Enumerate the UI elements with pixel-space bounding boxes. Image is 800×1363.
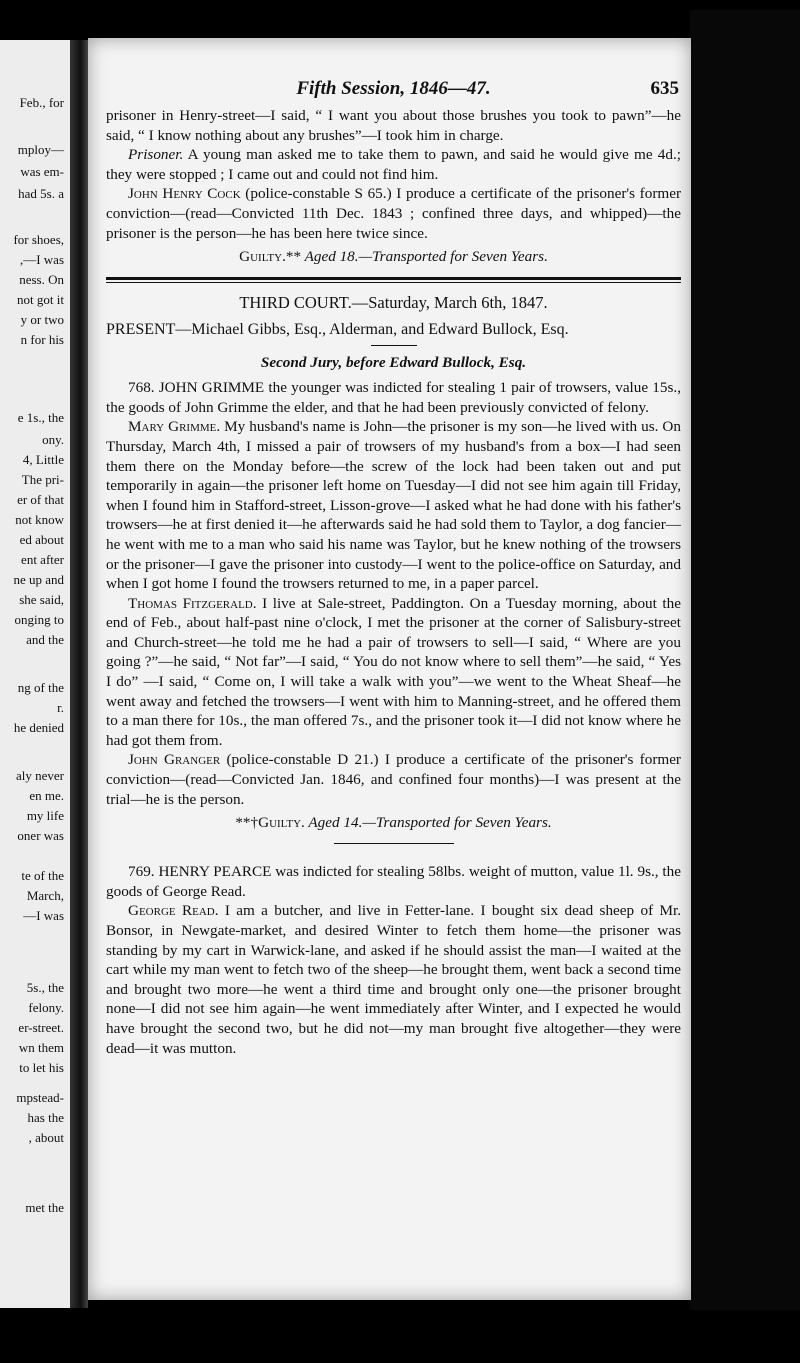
verdict-sentence: Aged 14.—Transported for Seven Years. (304, 814, 552, 832)
jury-line: Second Jury, before Edward Bullock, Esq. (260, 354, 527, 372)
verdict-guilty: Guilty.** (239, 248, 302, 266)
paragraph-mary-grimme (106, 417, 681, 593)
testimony-text: (police-constable D 21.) I produce a certificate of the prisoner's former conviction—(read—Convicted Jan. 1846, and confined four months)—I was present at the trial—he is the person. (106, 751, 681, 808)
verdict-2 (106, 813, 681, 833)
page-number: 635 (650, 78, 679, 99)
left-page-text-fragment: er of that (17, 492, 64, 507)
court-heading: THIRD COURT.—Saturday, March 6th, 1847. (239, 293, 548, 313)
left-page-text-fragment: met the (25, 1200, 64, 1215)
case-separator (334, 843, 454, 844)
page (88, 38, 691, 1300)
left-page-text-fragment: to let his (19, 1060, 64, 1075)
left-page-text-fragment: ng of the (17, 680, 64, 695)
section-rule-thin (106, 282, 681, 283)
speaker-name: John Henry Cock (128, 185, 241, 203)
left-page-text-fragment: e 1s., the (17, 410, 64, 425)
speaker-name: George Read. (128, 902, 219, 920)
left-page-fragment (0, 40, 70, 1308)
left-page-text-fragment: has the (27, 1110, 64, 1125)
speaker-name: Prisoner. (128, 146, 184, 164)
left-page-text-fragment: ed about (19, 532, 64, 547)
left-page-text-fragment: not got it (17, 292, 64, 307)
left-page-text-fragment: was em- (20, 164, 64, 179)
speaker-name: John Granger (128, 751, 221, 769)
speaker-name: Thomas Fitzgerald. (128, 594, 257, 612)
left-page-text-fragment: and the (26, 632, 64, 647)
left-page-text-fragment: te of the (21, 868, 64, 883)
section-rule (106, 277, 681, 280)
left-page-text-fragment: ne up and (13, 572, 64, 587)
left-page-text-fragment: he denied (13, 720, 64, 735)
short-rule (371, 345, 417, 346)
paragraph-john-granger (106, 750, 681, 809)
left-page-text-fragment: er-street. (18, 1020, 64, 1035)
running-header (106, 78, 681, 106)
speaker-name: Mary Grimme. (128, 418, 221, 436)
present-line: PRESENT—Michael Gibbs, Esq., Alderman, and Edward Bullock, Esq. (106, 321, 569, 339)
testimony-text: I live at Sale-street, Paddington. On a Tuesday morning, about the end of Feb., about half-past nine o'clock, I met the prisoner at the corner of Salisbury-street and Church-street—he told me he had a pair of trowsers to sell—I said, “ Where are you going ?”—he said, “ Not far”—I said, “ You do not know where to sell them”—he said, “ Yes I do” —I said, “ Come on, I will take a walk with you”—we went to the Wheat Sheaf—he went away and fetched the trowsers—I went with him to Manning-street, and he offered them to a man there for 10s., the man offered 7s., and the prisoner took it—I did not know where he had got them from. (106, 594, 681, 749)
case-768: 768. JOHN GRIMME the younger was indicted for stealing 1 pair of trowsers, value 15s., the goods of John Grimme the elder, and that he had been previously convicted of felony. (106, 379, 681, 416)
left-page-text-fragment: Feb., for (19, 95, 64, 110)
session-title: Fifth Session, 1846—47. (296, 78, 491, 99)
left-page-text-fragment: —I was (23, 908, 64, 923)
left-page-text-fragment: n for his (20, 332, 64, 347)
paragraph-george-read (106, 901, 681, 1058)
left-page-text-fragment: aly never (15, 768, 64, 783)
left-page-text-fragment: The pri- (21, 472, 64, 487)
verdict-guilty: **†Guilty. (235, 814, 305, 832)
left-page-text-fragment: onging to (14, 612, 64, 627)
verdict-1 (106, 247, 681, 267)
left-page-text-fragment: y or two (20, 312, 64, 327)
paragraph-continuation: prisoner in Henry-street—I said, “ I want you about those brushes you took to pawn”—he said, “ I know nothing about any brushes”—I took him in charge. (106, 107, 681, 144)
left-page-text-fragment: she said, (19, 592, 64, 607)
left-page-text-fragment: 5s., the (26, 980, 64, 995)
left-page-text-fragment: ent after (21, 552, 64, 567)
left-page-text-fragment: not know (15, 512, 64, 527)
left-page-text-fragment: March, (26, 888, 64, 903)
left-page-text-fragment: ony. (42, 432, 64, 447)
testimony-text: I am a butcher, and live in Fetter-lane. I bought six dead sheep of Mr. Bonsor, in Newgate-market, and desired Winter to fetch them home—the prisoner was standing by my cart in Warwick-lane, and asked if he should assist the man—I waited at the cart while my man went to fetch two of the sheep—he brought them, went back a second time and brought two more—he went a third time and brought only one—the prisoner brought none—I did not see him again—he went immediately after Winter, and I expected he would have brought the second two, but he did not—my man brought five altogether—they were dead—it was mutton. (106, 902, 681, 1057)
left-page-text-fragment: ness. On (19, 272, 64, 287)
left-page-text-fragment: mpstead- (16, 1090, 64, 1105)
left-page-text-fragment: r. (57, 700, 64, 715)
left-page-text-fragment: for shoes, (13, 232, 64, 247)
book-gutter (70, 40, 88, 1308)
left-page-text-fragment: oner was (17, 828, 64, 843)
left-page-text-fragment: en me. (29, 788, 64, 803)
testimony-text: (police-constable S 65.) I produce a certificate of the prisoner's former conviction—(read—Convicted 11th Dec. 1843 ; confined three days, and whipped)—the prisoner is the person—he has been here twice since. (106, 185, 682, 242)
paragraph-prisoner (106, 145, 681, 184)
verdict-sentence: Aged 18.—Transported for Seven Years. (301, 248, 548, 266)
testimony-text: My husband's name is John—the prisoner is my son—he lived with us. On Thursday, March 4th, I missed a pair of trowsers of my husband's from a box—I had seen them there on the Monday before—the screw of the lock had been taken out and put temporarily in again—the prisoner left home on Tuesday—I did not see him again till Friday, when I found him in Stafford-street, Lisson-grove—I asked what he had done with his father's trowsers—he at first denied it—he afterwards said he had sold them to Taylor, a dog fancier—he went with me to a man who said his name was Taylor, but he knew nothing of the trowsers or the prisoner—I gave the prisoner into custody—I went to the police-office on Saturday, and when I got home I found the trowsers returned to me, in a paper parcel. (106, 418, 681, 593)
paragraph-thomas-fitzgerald (106, 594, 681, 751)
left-page-text-fragment: , about (28, 1130, 64, 1145)
left-page-text-fragment: 4, Little (22, 452, 64, 467)
left-page-text-fragment: wn them (18, 1040, 64, 1055)
scan-background (690, 10, 800, 1310)
paragraph-cock (106, 184, 681, 243)
testimony-text: A young man asked me to take them to pawn, and said he would give me 4d.; they were stopped ; I came out and could not find him. (106, 146, 681, 183)
left-page-text-fragment: mploy— (17, 142, 64, 157)
left-page-text-fragment: had 5s. a (18, 186, 64, 201)
left-page-text-fragment: my life (26, 808, 64, 823)
left-page-text-fragment: ,—I was (19, 252, 64, 267)
case-769: 769. HENRY PEARCE was indicted for stealing 58lbs. weight of mutton, value 1l. 9s., the goods of George Read. (106, 863, 681, 900)
page-content (106, 78, 681, 1058)
left-page-text-fragment: felony. (28, 1000, 64, 1015)
